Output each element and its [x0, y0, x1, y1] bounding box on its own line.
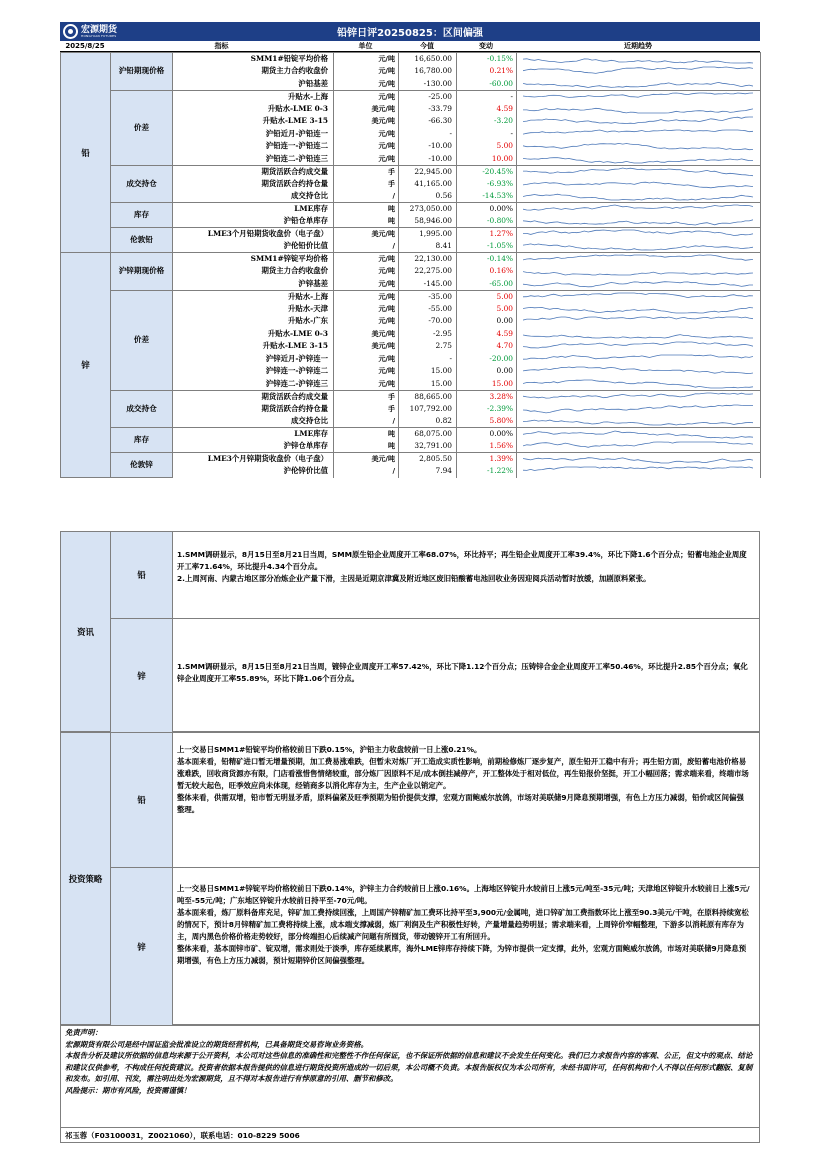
indicator-change: 3.28% — [457, 390, 517, 403]
trend-sparkline — [523, 66, 753, 76]
group-label: 沪锌期现价格 — [111, 253, 173, 291]
indicator-unit: / — [334, 190, 399, 203]
strategy-zinc-p2: 基本面来看，炼厂原料备库充足，锌矿加工费持续回涨，上周国产锌精矿加工费环比持平至3,900元/金属吨，进口锌矿加工费指数环比上涨至90.3美元/干吨，在原料持续宽松的情况下，预计8月锌精矿加工费将持续上涨，成本端支撑减弱，炼厂利润及生产积极性好转，产量增量趋势明显；需求端来看，上周锌价窄幅整理，下游多以消耗原有库存为主，周内黑色价格价格走势较好，部分终端担心后续减产问题有所囤货，带动镀锌开工有所回升。 — [177, 908, 749, 941]
col-change: 变动 — [479, 42, 493, 50]
indicator-name: 期货活跃合约持仓量 — [173, 178, 334, 191]
indicator-name: LME库存 — [173, 203, 334, 216]
indicator-unit: 手 — [334, 403, 399, 416]
indicator-value: -33.79 — [399, 103, 457, 116]
indicator-unit: / — [334, 240, 399, 253]
indicator-change: 4.70 — [457, 340, 517, 353]
trend-sparkline — [523, 216, 753, 226]
indicator-row — [61, 428, 761, 441]
indicator-change: -3.20 — [457, 115, 517, 128]
trend-sparkline — [523, 379, 753, 389]
indicator-row — [61, 228, 761, 241]
indicator-value: 107,792.00 — [399, 403, 457, 416]
indicator-change: - — [457, 128, 517, 141]
indicator-change: - — [457, 90, 517, 103]
indicator-change: -6.93% — [457, 178, 517, 191]
indicator-value: 41,165.00 — [399, 178, 457, 191]
indicator-unit: / — [334, 415, 399, 428]
disclaimer — [60, 1025, 760, 1128]
disclaimer-line-2: 本报告分析及建议所依据的信息均来源于公开资料，本公司对这些信息的准确性和完整性不作任何保证，也不保证所依据的信息和建议不会发生任何变化。我们已力求报告内容的客观、公正，但文中的观点、结论和建议仅供参考，不构成任何投资建议。投资者依据本报告提供的信息进行期货投资所造成的一切后果，本公司概不负责。本报告版权仅为本公司所有，未经书面许可，任何机构和个人不得以任何形式翻版、复制和发布。如引用、刊发，需注明出处为宏源期货，且不得对本报告进行有悖原意的引用、删节和修改。 — [65, 1051, 753, 1083]
news-zinc-label: 锌 — [111, 619, 173, 732]
indicator-change: 1.56% — [457, 440, 517, 453]
indicator-unit: 手 — [334, 390, 399, 403]
indicator-value: 22,130.00 — [399, 253, 457, 266]
indicator-change: -14.53% — [457, 190, 517, 203]
strategy-label: 投资策略 — [61, 733, 111, 1024]
indicator-unit: 元/吨 — [334, 365, 399, 378]
indicator-name: 成交持仓比 — [173, 415, 334, 428]
indicator-change: 15.00 — [457, 378, 517, 391]
indicator-change: 0.21% — [457, 65, 517, 78]
indicator-name: 升贴水-广东 — [173, 315, 334, 328]
indicator-unit: 元/吨 — [334, 353, 399, 366]
trend-sparkline — [523, 341, 753, 351]
indicator-unit: 元/吨 — [334, 378, 399, 391]
indicator-unit: 手 — [334, 165, 399, 178]
trend-sparkline — [523, 104, 753, 114]
indicator-row — [61, 453, 761, 466]
news-lead — [111, 532, 759, 619]
strategy-zinc-label: 锌 — [111, 868, 173, 1025]
indicator-change: -20.00 — [457, 353, 517, 366]
indicator-change: 0.00 — [457, 315, 517, 328]
group-label: 成交持仓 — [111, 165, 173, 203]
indicator-unit: 元/吨 — [334, 303, 399, 316]
trend-sparkline — [523, 179, 753, 189]
indicator-change: 5.00 — [457, 290, 517, 303]
indicator-name: 沪锌基差 — [173, 278, 334, 291]
indicator-unit: 元/吨 — [334, 290, 399, 303]
indicator-change: -65.00 — [457, 278, 517, 291]
indicator-unit: 元/吨 — [334, 278, 399, 291]
report-header — [60, 22, 760, 41]
column-header-row — [60, 41, 760, 52]
indicator-row — [61, 203, 761, 216]
strategy-lead-p3: 整体来看，供需双增，铅市暂无明显矛盾，原料偏紧及旺季预期为铅价提供支撑，宏观方面鲍威尔放鸽，市场对美联储9月降息预期增强，有色上方压力减弱，铅价或区间偏强整理。 — [177, 793, 744, 814]
indicator-row — [61, 390, 761, 403]
indicator-unit: 吨 — [334, 215, 399, 228]
col-trend: 近期趋势 — [624, 42, 652, 50]
trend-sparkline — [523, 116, 753, 126]
trend-sparkline — [523, 266, 753, 276]
indicator-value: 58,946.00 — [399, 215, 457, 228]
indicator-change: -0.80% — [457, 215, 517, 228]
indicator-name: 沪锌仓单库存 — [173, 440, 334, 453]
indicator-unit: 元/吨 — [334, 153, 399, 166]
group-label: 库存 — [111, 428, 173, 453]
indicator-value: -10.00 — [399, 140, 457, 153]
trend-sparkline — [523, 141, 753, 151]
trend-sparkline — [523, 79, 753, 89]
indicator-change: -60.00 — [457, 78, 517, 91]
indicator-change: -2.39% — [457, 403, 517, 416]
indicator-unit: 美元/吨 — [334, 340, 399, 353]
indicator-unit: 元/吨 — [334, 128, 399, 141]
indicator-name: 沪锌连二-沪锌连三 — [173, 378, 334, 391]
indicator-row — [61, 90, 761, 103]
trend-sparkline — [523, 191, 753, 201]
news-lead-p1: 1.SMM调研显示，8月15日至8月21日当周，SMM原生铅企业周度开工率68.07%，环比持平；再生铅企业周度开工率39.4%，环比下降1.6个百分点；铅蓄电池企业周度开工率71.64%，环比提升4.34个百分点。 — [177, 550, 747, 571]
indicator-row — [61, 53, 761, 66]
col-unit: 单位 — [358, 42, 373, 50]
trend-sparkline — [523, 92, 753, 102]
indicator-value: 273,050.00 — [399, 203, 457, 216]
indicator-change: 4.59 — [457, 103, 517, 116]
indicator-name: 沪锌近月-沪锌连一 — [173, 353, 334, 366]
logo-en: HONGYUAN FUTURES — [81, 33, 117, 38]
indicator-unit: 美元/吨 — [334, 453, 399, 466]
trend-sparkline — [523, 404, 753, 414]
trend-sparkline — [523, 441, 753, 451]
trend-sparkline — [523, 466, 753, 476]
indicator-change: 5.80% — [457, 415, 517, 428]
indicator-name: SMM1#锌锭平均价格 — [173, 253, 334, 266]
indicator-name: 期货活跃合约成交量 — [173, 165, 334, 178]
trend-sparkline — [523, 54, 753, 64]
indicator-value: -35.00 — [399, 290, 457, 303]
indicator-unit: 吨 — [334, 203, 399, 216]
indicator-unit: 元/吨 — [334, 65, 399, 78]
strategy-zinc — [111, 868, 759, 1025]
indicator-name: 沪铅连一-沪铅连二 — [173, 140, 334, 153]
metal-label: 铅 — [61, 53, 111, 253]
indicator-name: 沪锌连一-沪锌连二 — [173, 365, 334, 378]
group-label: 伦敦铅 — [111, 228, 173, 253]
indicator-name: LME3个月铅期货收盘价（电子盘） — [173, 228, 334, 241]
trend-sparkline — [523, 154, 753, 164]
news-section — [60, 531, 760, 732]
indicator-unit: 吨 — [334, 440, 399, 453]
indicator-value: 32,791.00 — [399, 440, 457, 453]
trend-sparkline — [523, 329, 753, 339]
group-label: 价差 — [111, 90, 173, 165]
indicator-value: 15.00 — [399, 365, 457, 378]
group-label: 伦敦锌 — [111, 453, 173, 478]
indicator-value: 15.00 — [399, 378, 457, 391]
indicator-unit: 元/吨 — [334, 53, 399, 66]
trend-sparkline — [523, 229, 753, 239]
indicator-name: 沪铅连二-沪铅连三 — [173, 153, 334, 166]
news-lead-p2: 2.上周河南、内蒙古地区部分冶炼企业产量下滑，主因是近期京津冀及附近地区废旧铅酸蓄电池回收业务因迎阅兵活动暂时放缓，加剧原料紧张。 — [177, 574, 651, 583]
group-label: 库存 — [111, 203, 173, 228]
strategy-zinc-p1: 上一交易日SMM1#锌锭平均价格较前日下跌0.14%，沪锌主力合约较前日上涨0.16%。上海地区锌锭升水较前日上涨5元/吨至-35元/吨；天津地区锌锭升水较前日上涨5元/吨至-55元/吨；广东地区锌锭升水较前日持平至-70元/吨。 — [177, 884, 750, 905]
group-label: 价差 — [111, 290, 173, 390]
strategy-lead-label: 铅 — [111, 733, 173, 867]
indicator-value: 7.94 — [399, 465, 457, 478]
news-zinc-p1: 1.SMM调研显示，8月15日至8月21日当周，镀锌企业周度开工率57.42%，环比下降1.12个百分点；压铸锌合金企业周度开工率50.46%，环比提升2.85个百分点；氧化锌企业周度开工率55.89%，环比下降1.06个百分点。 — [177, 662, 748, 683]
indicator-name: 沪铅仓单库存 — [173, 215, 334, 228]
strategy-lead — [111, 733, 759, 868]
news-zinc — [111, 619, 759, 732]
disclaimer-line-3: 风险提示：期市有风险，投资需谨慎！ — [65, 1085, 191, 1095]
trend-sparkline — [523, 292, 753, 302]
trend-sparkline — [523, 167, 753, 177]
indicator-name: 升贴水-天津 — [173, 303, 334, 316]
indicator-value: 16,780.00 — [399, 65, 457, 78]
trend-sparkline — [523, 316, 753, 326]
news-label: 资讯 — [61, 532, 111, 731]
indicator-change: -0.14% — [457, 253, 517, 266]
indicator-unit: 手 — [334, 178, 399, 191]
indicator-unit: 美元/吨 — [334, 103, 399, 116]
indicator-row — [61, 290, 761, 303]
indicator-value: -55.00 — [399, 303, 457, 316]
indicator-unit: 元/吨 — [334, 253, 399, 266]
disclaimer-title: 免责声明： — [65, 1028, 102, 1037]
strategy-lead-p2: 基本面来看，铅精矿进口暂无增量预期，加工费易涨难跌，但暂未对炼厂开工造成实质性影响，前期检修炼厂逐步复产，原生铅开工稳中有升；再生铅方面，废铅蓄电池价格易涨难跌，回收商货源亦有限，门店看涨惜售情绪较重，部分炼厂因原料不足/成本倒挂减停产，开工整体处于相对低位，再生铅报价坚挺，开工小幅回落；需求端来看，终端市场暂无较大起色，旺季效应尚未体现，经销商多以消化库存为主，生产企业以销定产。 — [177, 757, 749, 790]
indicator-name: 成交持仓比 — [173, 190, 334, 203]
indicator-value: - — [399, 128, 457, 141]
indicator-value: - — [399, 353, 457, 366]
indicator-unit: 元/吨 — [334, 90, 399, 103]
indicator-unit: 美元/吨 — [334, 228, 399, 241]
indicator-name: 期货活跃合约成交量 — [173, 390, 334, 403]
indicator-value: 68,075.00 — [399, 428, 457, 441]
indicator-value: -130.00 — [399, 78, 457, 91]
indicator-name: LME库存 — [173, 428, 334, 441]
trend-sparkline — [523, 429, 753, 439]
indicator-name: 升贴水-LME 0-3 — [173, 103, 334, 116]
indicator-name: 升贴水-LME 3-15 — [173, 115, 334, 128]
indicator-value: -66.30 — [399, 115, 457, 128]
indicator-name: LME3个月锌期货收盘价（电子盘） — [173, 453, 334, 466]
indicator-name: 期货主力合约收盘价 — [173, 265, 334, 278]
indicator-unit: 元/吨 — [334, 315, 399, 328]
indicator-value: -145.00 — [399, 278, 457, 291]
indicator-value: -70.00 — [399, 315, 457, 328]
trend-sparkline — [523, 129, 753, 139]
trend-sparkline — [523, 304, 753, 314]
indicator-value: 1,995.00 — [399, 228, 457, 241]
report-page — [60, 22, 760, 478]
indicator-value: -10.00 — [399, 153, 457, 166]
indicator-change: 4.59 — [457, 328, 517, 341]
indicator-name: 升贴水-LME 3-15 — [173, 340, 334, 353]
trend-sparkline — [523, 279, 753, 289]
indicator-table — [60, 52, 761, 478]
logo-icon — [63, 24, 78, 39]
strategy-section — [60, 732, 760, 1025]
logo-cn: 宏源期货 — [81, 24, 118, 35]
indicator-value: -2.95 — [399, 328, 457, 341]
indicator-unit: 美元/吨 — [334, 115, 399, 128]
indicator-value: 2,805.50 — [399, 453, 457, 466]
trend-sparkline — [523, 204, 753, 214]
indicator-change: 0.00 — [457, 365, 517, 378]
indicator-value: 16,650.00 — [399, 53, 457, 66]
indicator-value: 22,945.00 — [399, 165, 457, 178]
indicator-unit: / — [334, 465, 399, 478]
indicator-name: 沪铅基差 — [173, 78, 334, 91]
news-lead-label: 铅 — [111, 532, 173, 618]
indicator-value: 0.56 — [399, 190, 457, 203]
indicator-value: 88,665.00 — [399, 390, 457, 403]
disclaimer-line-1: 宏源期货有限公司是经中国证监会批准设立的期货经营机构，已具备期货交易咨询业务资格。 — [65, 1039, 369, 1049]
indicator-name: 沪伦铅价比值 — [173, 240, 334, 253]
indicator-change: 0.16% — [457, 265, 517, 278]
trend-sparkline — [523, 454, 753, 464]
indicator-change: -20.45% — [457, 165, 517, 178]
trend-sparkline — [523, 416, 753, 426]
indicator-change: -1.22% — [457, 465, 517, 478]
indicator-change: 5.00 — [457, 140, 517, 153]
indicator-value: 8.41 — [399, 240, 457, 253]
indicator-name: 期货主力合约收盘价 — [173, 65, 334, 78]
indicator-name: 沪伦锌价比值 — [173, 465, 334, 478]
indicator-value: 0.82 — [399, 415, 457, 428]
indicator-change: 5.00 — [457, 303, 517, 316]
trend-sparkline — [523, 254, 753, 264]
analyst-signature: 祁玉蓉（F03100031，Z0021060），联系电话：010-8229 5006 — [60, 1128, 760, 1143]
indicator-name: 升贴水-LME 0-3 — [173, 328, 334, 341]
indicator-name: 沪铅近月-沪铅连一 — [173, 128, 334, 141]
indicator-name: 升贴水-上海 — [173, 90, 334, 103]
indicator-unit: 元/吨 — [334, 140, 399, 153]
strategy-zinc-p3: 整体来看，基本面锌市矿、锭双增，需求则处于淡季，库存延续累库，海外LME锌库存持续下降，为锌市提供一定支撑，此外，宏观方面鲍威尔放鸽，市场对美联储9月降息预期增强，有色上方压力减弱，预计短期锌价区间偏强整理。 — [177, 944, 747, 965]
strategy-lead-p1: 上一交易日SMM1#铅锭平均价格较前日下跌0.15%，沪铅主力收盘较前一日上涨0.21%。 — [177, 745, 482, 754]
indicator-value: -25.00 — [399, 90, 457, 103]
indicator-value: 22,275.00 — [399, 265, 457, 278]
indicator-unit: 美元/吨 — [334, 328, 399, 341]
indicator-value: 2.75 — [399, 340, 457, 353]
group-label: 成交持仓 — [111, 390, 173, 428]
indicator-change: -0.15% — [457, 53, 517, 66]
report-date: 2025/8/25 — [65, 42, 105, 50]
indicator-change: 0.00% — [457, 203, 517, 216]
indicator-change: 1.39% — [457, 453, 517, 466]
indicator-name: SMM1#铅锭平均价格 — [173, 53, 334, 66]
indicator-change: 1.27% — [457, 228, 517, 241]
indicator-row — [61, 253, 761, 266]
col-indicator: 指标 — [214, 42, 229, 50]
indicator-change: 0.00% — [457, 428, 517, 441]
indicator-name: 升贴水-上海 — [173, 290, 334, 303]
trend-sparkline — [523, 392, 753, 402]
group-label: 沪铅期现价格 — [111, 53, 173, 91]
company-logo — [63, 24, 117, 39]
report-title: 铅锌日评20250825：区间偏强 — [337, 28, 483, 39]
trend-sparkline — [523, 354, 753, 364]
trend-sparkline — [523, 241, 753, 251]
indicator-row — [61, 165, 761, 178]
indicator-change: -1.05% — [457, 240, 517, 253]
indicator-unit: 元/吨 — [334, 78, 399, 91]
metal-label: 锌 — [61, 253, 111, 478]
trend-sparkline — [523, 366, 753, 376]
indicator-change: 10.00 — [457, 153, 517, 166]
indicator-name: 期货活跃合约持仓量 — [173, 403, 334, 416]
indicator-unit: 吨 — [334, 428, 399, 441]
indicator-unit: 元/吨 — [334, 265, 399, 278]
col-value: 今值 — [420, 42, 434, 50]
